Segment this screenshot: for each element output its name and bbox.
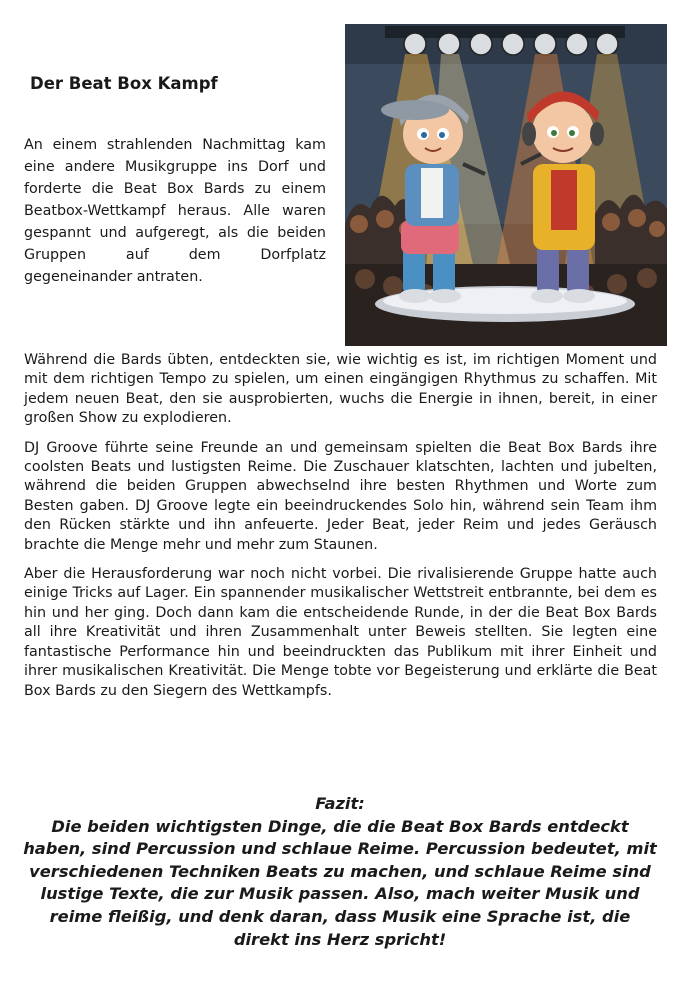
fazit-heading: Fazit: bbox=[315, 794, 365, 813]
story-body bbox=[24, 351, 657, 711]
beatbox-battle-illustration bbox=[345, 24, 667, 346]
fazit-text: Die beiden wichtigsten Dinge, die die Beat Box Bards entdeckt haben, sind Percussion und schlaue Reime. Percussion bedeutet, mit verschiedenen Techniken Beats zu machen, und schlaue Reime sind lustige Texte, die zur Musik passen. Also, mach weiter Musik und reime fleißig, und denk daran, dass Musik eine Sprache ist, die direkt ins Herz spricht! bbox=[23, 816, 657, 949]
story-paragraph-2: DJ Groove führte seine Freunde an und gemeinsam spielten die Beat Box Bards ihre coolsten Beats und lustigsten Reime. Die Zuschauer klatschten, lachten und jubelten, während die beiden Gruppen abwechselnd ihre besten Rhythmen und Worte zum Besten gaben. DJ Groove legte ein beeindruckendes Solo hin, während sein Team ihm den Rücken stärkte und ihn anfeuerte. Jeder Beat, jeder Reim und jedes Geräusch brachte die Menge mehr und mehr zum Staunen. bbox=[24, 439, 657, 553]
intro-paragraph: An einem strahlenden Nachmittag kam eine andere Musikgruppe ins Dorf und forderte die Beat Box Bards zu einem Beatbox-Wettkampf heraus. Alle waren gespannt und aufgeregt, als die beiden Gruppen auf dem Dorfplatz gegeneinander antraten. bbox=[24, 137, 326, 285]
story-paragraph-1: Während die Bards übten, entdeckten sie, wie wichtig es ist, im richtigen Moment und mit dem richtigen Tempo zu spielen, um einen eingängigen Rhythmus zu schaffen. Mit jedem neuen Beat, den sie ausprobierten, wuchs die Energie in ihnen, bereit, in einer großen Show zu explodieren. bbox=[24, 352, 657, 427]
story-paragraph-3: Aber die Herausforderung war noch nicht vorbei. Die rivalisierende Gruppe hatte auch einige Tricks auf Lager. Ein spannender musikalischer Wettstreit entbrannte, bei dem es hin und her ging. Doch dann kam die entscheidende Runde, in der die Beat Box Bards all ihre Kreativität und ihren Zusammenhalt unter Beweis stellten. Sie legten eine fantastische Performance hin und beeindruckten das Publikum mit ihrer Einheit und ihrer musikalischen Kreativität. Die Menge tobte vor Begeisterung und erklärte die Beat Box Bards zu den Siegern des Wettkampfs. bbox=[24, 566, 657, 699]
document-title: Der Beat Box Kampf bbox=[30, 74, 218, 93]
fazit-section bbox=[22, 793, 658, 951]
